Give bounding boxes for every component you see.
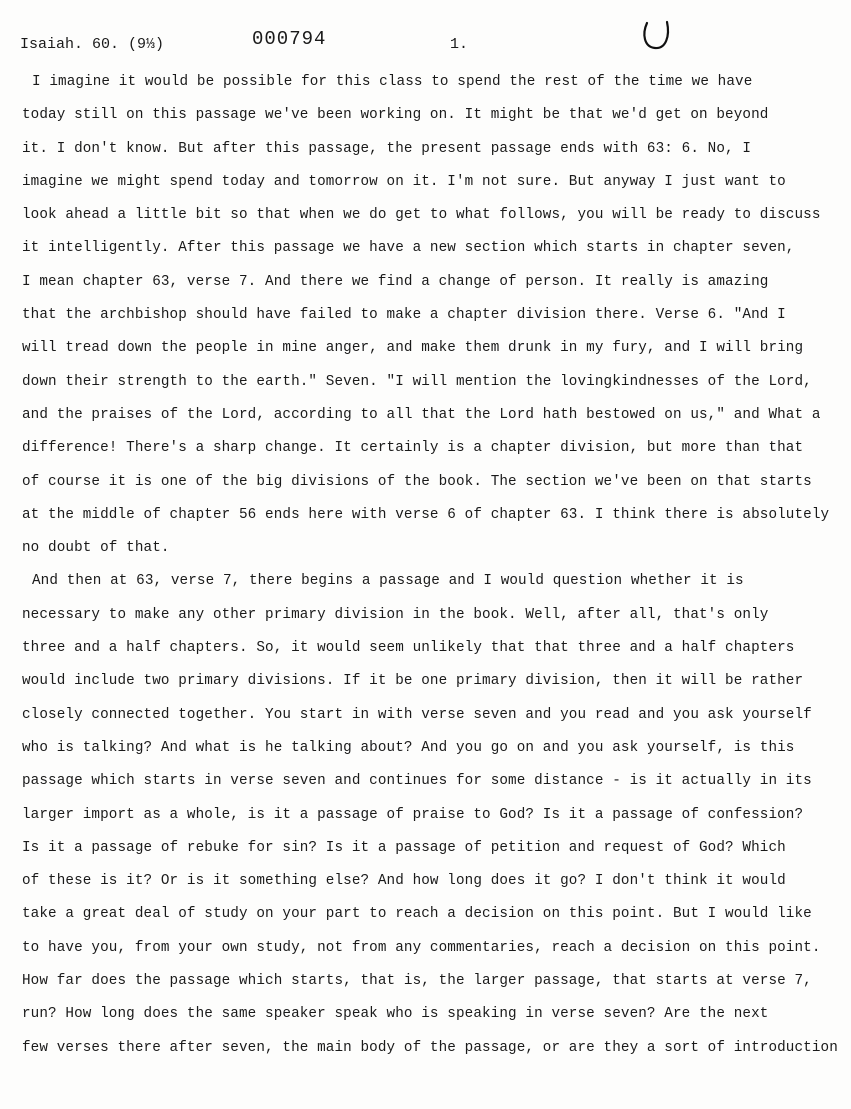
text-line: And then at 63, verse 7, there begins a passage and I would question whether it is <box>32 573 744 590</box>
handwritten-u-mark <box>640 18 674 52</box>
text-line: down their strength to the earth." Seven. "I will mention the lovingkindnesses of the Lord, <box>22 373 812 390</box>
text-line: of course it is one of the big divisions of the book. The section we've been on that starts <box>22 473 812 490</box>
page-number: 1. <box>450 36 469 53</box>
text-line: three and a half chapters. So, it would seem unlikely that that three and a half chapters <box>22 640 795 657</box>
text-line: difference! There's a sharp change. It certainly is a chapter division, but more than that <box>22 440 804 457</box>
paragraph-2 <box>22 565 838 1064</box>
text-line: How far does the passage which starts, that is, the larger passage, that starts at verse 7, <box>22 973 812 990</box>
text-line: who is talking? And what is he talking about? And you go on and you ask yourself, is this <box>22 739 795 756</box>
text-line: of these is it? Or is it something else? And how long does it go? I don't think it would <box>22 873 786 890</box>
paragraph-1 <box>22 66 830 565</box>
text-line: Is it a passage of rebuke for sin? Is it a passage of petition and request of God? Which <box>22 839 786 856</box>
text-line: today still on this passage we've been working on. It might be that we'd get on beyond <box>22 107 769 124</box>
text-line: run? How long does the same speaker speak who is speaking in verse seven? Are the next <box>22 1006 769 1023</box>
text-line: at the middle of chapter 56 ends here with verse 6 of chapter 63. I think there is absolutely <box>22 506 830 523</box>
text-line: necessary to make any other primary division in the book. Well, after all, that's only <box>22 606 769 623</box>
text-line: imagine we might spend today and tomorrow on it. I'm not sure. But anyway I just want to <box>22 173 786 190</box>
text-line: look ahead a little bit so that when we do get to what follows, you will be ready to discuss <box>22 207 821 224</box>
text-line: and the praises of the Lord, according to all that the Lord hath bestowed on us," and What a <box>22 406 821 423</box>
text-line: it. I don't know. But after this passage, the present passage ends with 63: 6. No, I <box>22 140 752 157</box>
text-line: would include two primary divisions. If it be one primary division, then it will be rather <box>22 673 804 690</box>
text-line: to have you, from your own study, not from any commentaries, reach a decision on this point. <box>22 939 821 956</box>
page-header <box>0 0 851 60</box>
text-line: it intelligently. After this passage we have a new section which starts in chapter seven, <box>22 240 795 257</box>
scripture-reference: Isaiah. 60. (9⅓) <box>20 36 165 53</box>
text-line: larger import as a whole, is it a passage of praise to God? Is it a passage of confession? <box>22 806 804 823</box>
text-line: I imagine it would be possible for this class to spend the rest of the time we have <box>32 74 753 90</box>
text-line: I mean chapter 63, verse 7. And there we find a change of person. It really is amazing <box>22 273 769 290</box>
text-line: closely connected together. You start in with verse seven and you read and you ask yourself <box>22 706 812 723</box>
text-line: few verses there after seven, the main body of the passage, or are they a sort of introduction <box>22 1039 838 1056</box>
text-line: passage which starts in verse seven and continues for some distance - is it actually in its <box>22 773 812 790</box>
text-line: take a great deal of study on your part to reach a decision on this point. But I would like <box>22 906 812 923</box>
document-number: 000794 <box>252 28 327 50</box>
text-line: no doubt of that. <box>22 540 170 557</box>
transcript-body <box>22 66 838 1065</box>
text-line: will tread down the people in mine anger, and make them drunk in my fury, and I will bring <box>22 340 804 357</box>
text-line: that the archbishop should have failed to make a chapter division there. Verse 6. "And I <box>22 307 786 324</box>
